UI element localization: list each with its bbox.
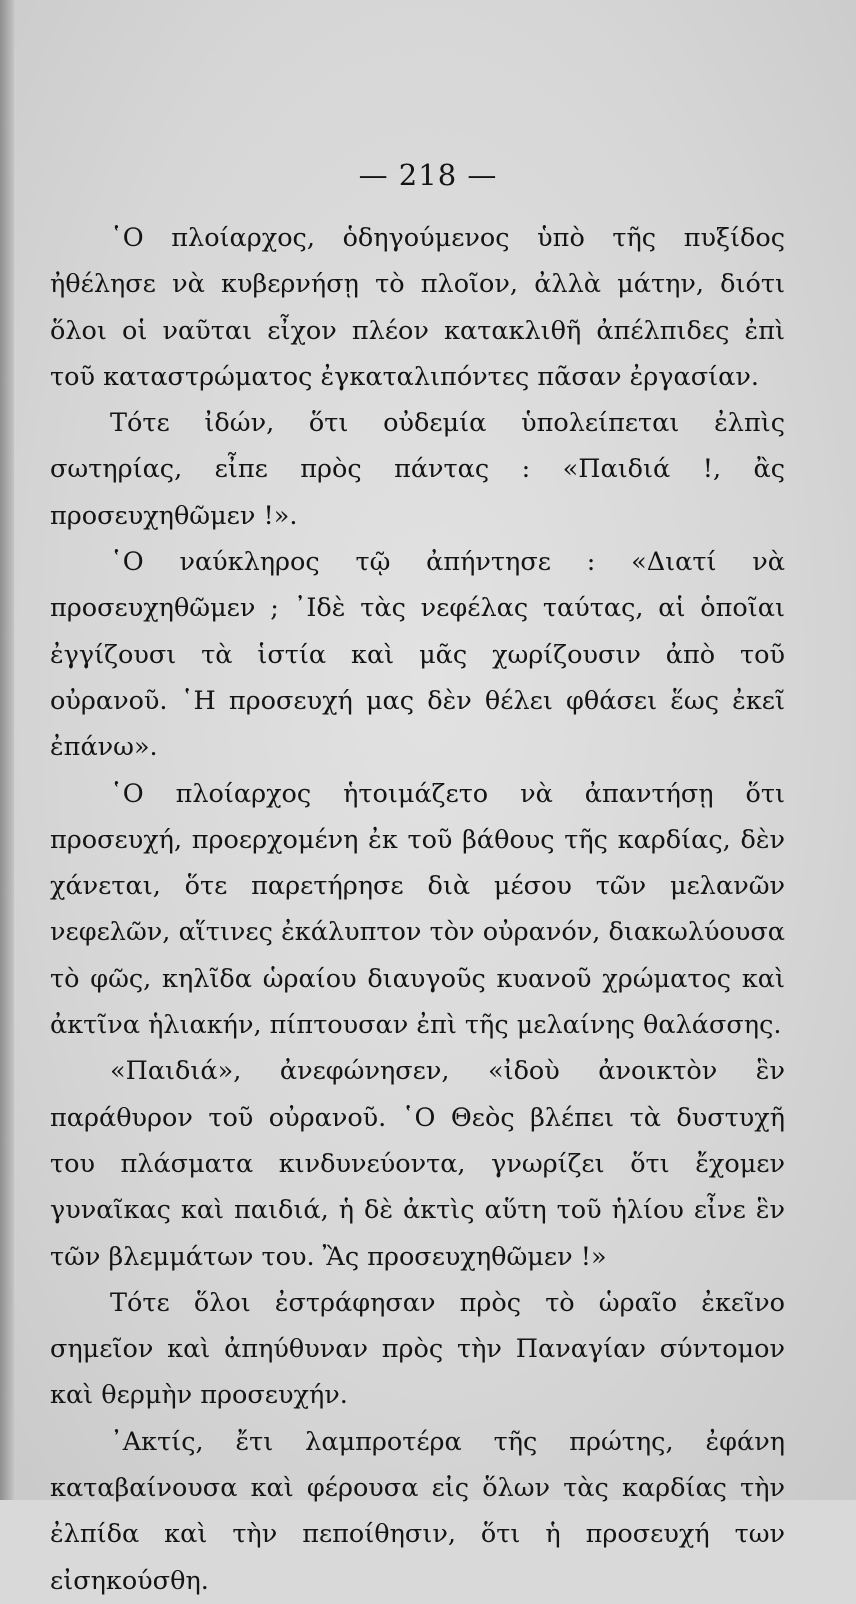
- paragraph: «Παιδιά», ἀνεφώνησεν, «ἰδοὺ ἀνοικτὸν ἓν παράθυρον τοῦ οὐρανοῦ. ῾Ο Θεὸς βλέπει τὰ δυστυχῆ του πλάσματα κινδυνεύοντα, γνωρίζει ὅτι ἔχομεν γυναῖκας καὶ παιδιά, ἡ δὲ ἀκτὶς αὕτη τοῦ ἡλίου εἶνε ἓν τῶν βλεμμάτων του. Ἂς προσευχηθῶμεν !»: [50, 1056, 785, 1272]
- page-binding-edge: [0, 0, 14, 1500]
- body-text: [50, 215, 785, 1604]
- paragraph: ᾿Ακτίς, ἔτι λαμπροτέρα τῆς πρώτης, ἐφάνη καταβαίνουσα καὶ φέρουσα εἰς ὅλων τὰς καρδίας τὴν ἐλπίδα καὶ τὴν πεποίθησιν, ὅτι ἡ προσευχή των εἰσηκούσθη.: [50, 1426, 785, 1596]
- paragraph: ῾Ο πλοίαρχος ἡτοιμάζετο νὰ ἀπαντήσῃ ὅτι προσευχή, προερχομένη ἐκ τοῦ βάθους τῆς καρδίας, δὲν χάνεται, ὅτε παρετήρησε διὰ μέσου τῶν μελανῶν νεφελῶν, αἵτινες ἐκάλυπτον τὸν οὐρανόν, διακωλύουσα τὸ φῶς, κηλῖδα ὡραίου διαυγοῦς κυανοῦ χρώματος καὶ ἀκτῖνα ἡλιακήν, πίπτουσαν ἐπὶ τῆς μελαίνης θαλάσσης.: [50, 778, 785, 1041]
- paragraph: Τότε ἰδών, ὅτι οὐδεμία ὑπολείπεται ἐλπὶς σωτηρίας, εἶπε πρὸς πάντας : «Παιδιά !, ἂς προσευχηθῶμεν !».: [50, 408, 785, 531]
- paragraph: ῾Ο ναύκληρος τῷ ἀπήντησε : «Διατί νὰ προσευχηθῶμεν ; ᾿Ιδὲ τὰς νεφέλας ταύτας, αἱ ὁποῖαι ἐγγίζουσι τὰ ἱστία καὶ μᾶς χωρίζουσιν ἀπὸ τοῦ οὐρανοῦ. ῾Η προσευχή μας δὲν θέλει φθάσει ἕως ἐκεῖ ἐπάνω».: [50, 547, 785, 763]
- paragraph: Τότε ὅλοι ἐστράφησαν πρὸς τὸ ὡραῖο ἐκεῖνο σημεῖον καὶ ἀπηύθυναν πρὸς τὴν Παναγίαν σύντομον καὶ θερμὴν προσευχήν.: [50, 1287, 785, 1411]
- paragraph: ῾Ο πλοίαρχος, ὁδηγούμενος ὑπὸ τῆς πυξίδος ἠθέλησε νὰ κυβερνήσῃ τὸ πλοῖον, ἀλλὰ μάτην, διότι ὅλοι οἱ ναῦται εἶχον πλέον κατακλιθῆ ἀπέλπιδες ἐπὶ τοῦ καταστρώματος ἐγκαταλιπόντες πᾶσαν ἐργασίαν.: [50, 223, 785, 392]
- page-number: — 218 —: [358, 158, 498, 192]
